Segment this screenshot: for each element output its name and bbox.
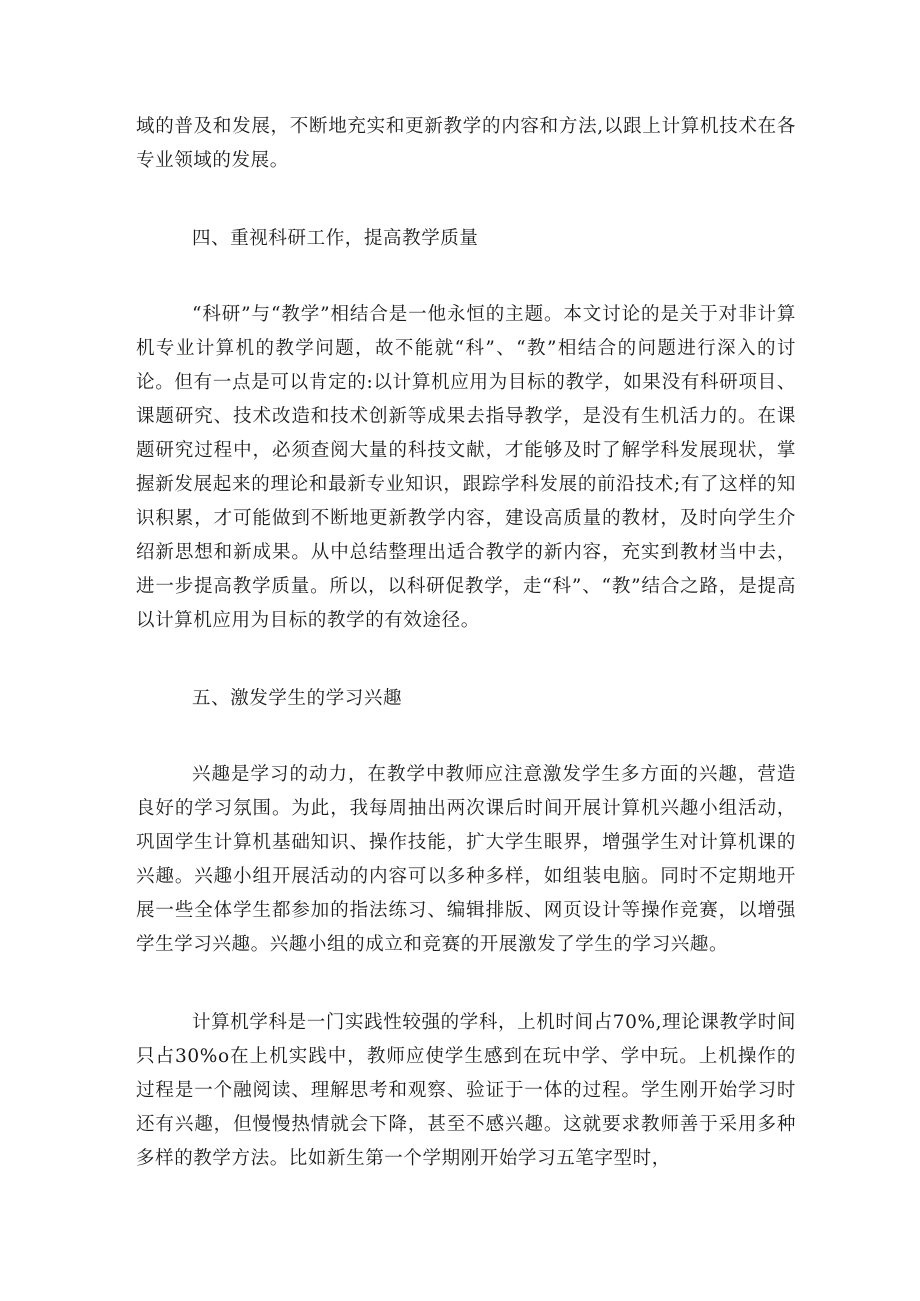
continuation-paragraph: 域的普及和发展，不断地充实和更新教学的内容和方法,以跟上计算机技术在各专业领域的发展。 bbox=[136, 116, 796, 171]
section-5-heading: 五、激发学生的学习兴趣 bbox=[192, 688, 403, 709]
section-5-paragraph-2: 计算机学科是一门实践性较强的学科，上机时间占70%,理论课教学时间只占30%o在上机实践中，教师应使学生感到在玩中学、学中玩。上机操作的过程是一个融阅读、理解思考和观察、验证于一体的过程。学生刚开始学习时还有兴趣，但慢慢热情就会下降，甚至不感兴趣。这就要求教师善于采用多种多样的教学方法。比如新生第一个学期刚开始学习五笔字型时， bbox=[136, 1012, 796, 1169]
section-5-paragraph-1: 兴趣是学习的动力，在教学中教师应注意激发学生多方面的兴趣，营造良好的学习氛围。为此，我每周抽出两次课后时间开展计算机兴趣小组活动，巩固学生计算机基础知识、操作技能，扩大学生眼界，增强学生对计算机课的兴趣。兴趣小组开展活动的内容可以多种多样，如组装电脑。同时不定期地开展一些全体学生都参加的指法练习、编辑排版、网页设计等操作竞赛，以增强学生学习兴趣。兴趣小组的成立和竞赛的开展激发了学生的学习兴趣。 bbox=[136, 764, 796, 955]
document-page bbox=[136, 110, 796, 1176]
spacer bbox=[136, 716, 796, 758]
spacer bbox=[136, 178, 796, 222]
spacer bbox=[136, 638, 796, 682]
section-4-paragraph: “科研”与“教学”相结合是一他永恒的主题。本文讨论的是关于对非计算机专业计算机的教学问题，故不能就“科”、“教”相结合的问题进行深入的讨论。但有一点是可以肯定的:以计算机应用为目标的教学，如果没有科研项目、课题研究、技术改造和技术创新等成果去指导教学，是没有生机活力的。在课题研究过程中，必须查阅大量的科技文献，才能够及时了解学科发展现状，掌握新发展起来的理论和最新专业知识，跟踪学科发展的前沿技术;有了这样的知识积累，才可能做到不断地更新教学内容，建设高质量的教材，及时向学生介绍新思想和新成果。从中总结整理出适合教学的新内容，充实到教材当中去，进一步提高教学质量。所以，以科研促教学，走“科”、“教”结合之路，是提高以计算机应用为目标的教学的有效途径。 bbox=[136, 304, 796, 631]
section-4-heading: 四、重视科研工作，提高教学质量 bbox=[192, 228, 479, 249]
spacer bbox=[136, 962, 796, 1006]
spacer bbox=[136, 256, 796, 298]
